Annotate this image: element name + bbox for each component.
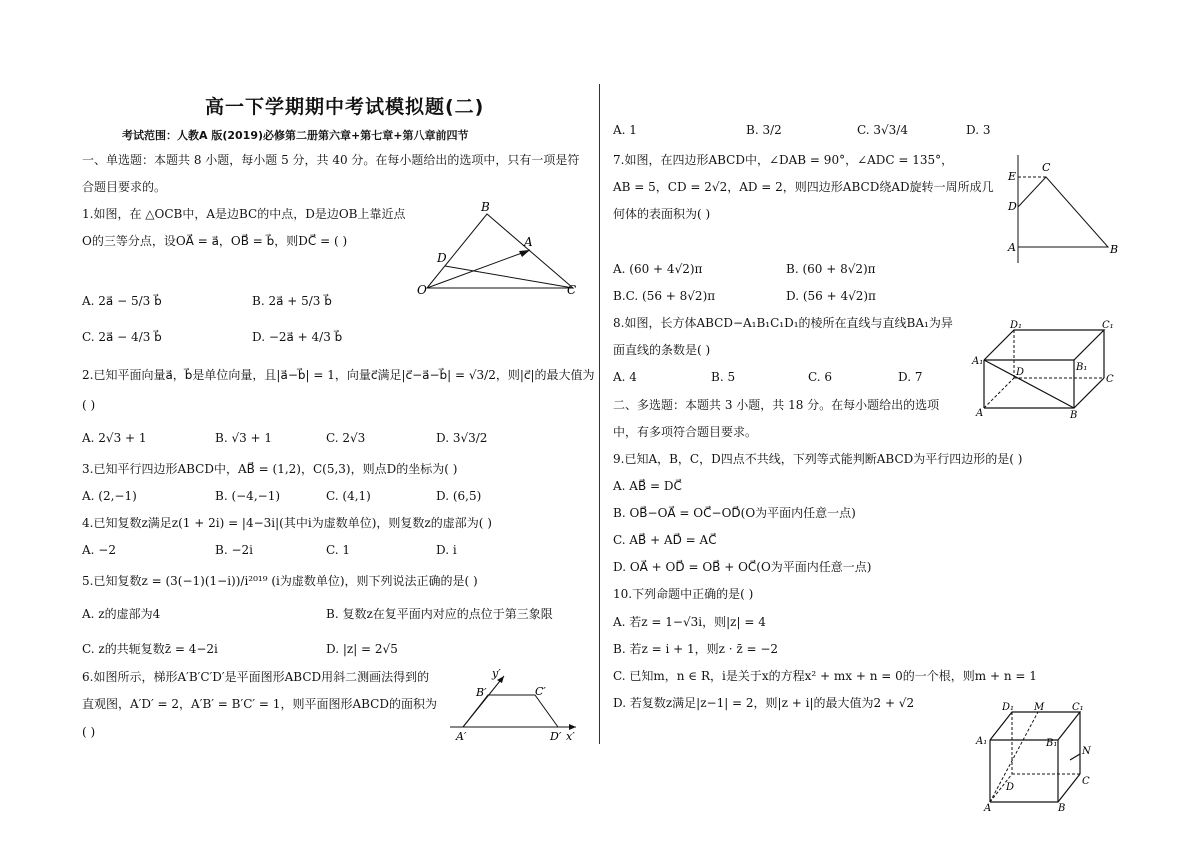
q3-option-a[interactable]: A. (2,−1) [82, 489, 137, 503]
q6-stem-line2: 直观图，A′D′ = 2，A′B′ = B′C′ = 1，则平面图形ABCD的面积为 [82, 697, 437, 711]
q6-label-C: C′ [535, 685, 546, 698]
q1-triangle [427, 214, 573, 288]
section1-heading: 一、单选题：本题共 8 小题，每小题 5 分，共 40 分。在每小题给出的选项中，只有一项是符 [82, 153, 580, 167]
q10-label-A1: A₁ [976, 736, 988, 747]
q9-stem: 9.已知A，B，C，D四点不共线，下列等式能判断ABCD为平行四边形的是( ) [613, 452, 1023, 466]
q2-option-b[interactable]: B. √3 + 1 [215, 431, 273, 445]
q8-label-A: A [976, 408, 984, 419]
q1-option-b[interactable]: B. 2a⃗ + 5/3 b⃗ [252, 294, 332, 308]
q6-trapezoid [463, 695, 558, 727]
q10-label-M: M [1034, 702, 1045, 713]
q10-label-C1: C₁ [1072, 702, 1084, 713]
q3-stem: 3.已知平行四边形ABCD中，AB⃗ = (1,2)，C(5,3)，则点D的坐标为( ) [82, 462, 458, 476]
q6-label-y: y′ [492, 667, 501, 680]
q8-hidden-AD [984, 378, 1014, 408]
q7-option-c[interactable]: B.C. (56 + 8√2)π [613, 289, 716, 303]
q9-option-d[interactable]: D. OA⃗ + OD⃗ = OB⃗ + OC⃗(O为平面内任意一点) [613, 560, 872, 574]
section2-heading: 二、多选题：本题共 3 小题，共 18 分。在每小题给出的选项 [613, 398, 940, 412]
q7-quadrilateral [1018, 177, 1108, 247]
q7-stem-line1: 7.如图，在四边形ABCD中，∠DAB = 90°，∠ADC = 135°， [613, 153, 954, 167]
q8-option-d[interactable]: D. 7 [898, 370, 923, 384]
q8-top-face [984, 330, 1104, 360]
q10-option-d[interactable]: D. 若复数z满足|z−1| = 2，则|z + i|的最大值为2 + √2 [613, 696, 915, 710]
q10-label-B1: B₁ [1046, 738, 1058, 749]
q1-label-B: B [481, 200, 490, 214]
q4-stem: 4.已知复数z满足z(1 + 2i) = |4−3i|(其中i为虚数单位)，则复数z的虚部为( ) [82, 516, 492, 530]
q10-cube-figure [972, 700, 1092, 812]
q1-option-a[interactable]: A. 2a⃗ − 5/3 b⃗ [82, 294, 162, 308]
q7-quadrilateral-figure [1000, 155, 1130, 265]
q7-option-d[interactable]: D. (56 + 4√2)π [786, 289, 876, 303]
q1-label-C: C [567, 283, 577, 297]
q2-option-c[interactable]: C. 2√3 [326, 431, 366, 445]
q9-option-c[interactable]: C. AB⃗ + AD⃗ = AC⃗ [613, 533, 717, 547]
q10-option-c[interactable]: C. 已知m，n ∈ R，i是关于x的方程x² + mx + n = 0的一个根，则m + n = 1 [613, 669, 1037, 683]
section1-heading-cont: 合题目要求的。 [82, 180, 167, 194]
q10-label-A: A [984, 803, 992, 814]
q4-option-c[interactable]: C. 1 [326, 543, 351, 557]
q6-option-d[interactable]: D. 3 [966, 123, 991, 137]
q4-option-a[interactable]: A. −2 [82, 543, 116, 557]
q6-option-b[interactable]: B. 3/2 [746, 123, 782, 137]
q6-label-A: A′ [456, 730, 467, 743]
q10-label-D1: D₁ [1002, 702, 1015, 713]
q1-stem-line1: 1.如图，在 △OCB中，A是边BC的中点，D是边OB上靠近点 [82, 207, 406, 221]
q7-label-B: B [1110, 243, 1119, 256]
q6-trapezoid-figure [448, 668, 583, 744]
q1-stem-line2: O的三等分点，设OA⃗ = a⃗，OB⃗ = b⃗，则DC⃗ = ( ) [82, 234, 348, 248]
q9-option-a[interactable]: A. AB⃗ = DC⃗ [613, 479, 682, 493]
q6-label-D: D′ [550, 730, 562, 743]
q3-option-b[interactable]: B. (−4,−1) [215, 489, 281, 503]
column-divider [599, 84, 600, 744]
q4-option-d[interactable]: D. i [436, 543, 457, 557]
q1-option-d[interactable]: D. −2a⃗ + 4/3 b⃗ [252, 330, 343, 344]
q7-label-D: D [1008, 200, 1017, 213]
q4-option-b[interactable]: B. −2i [215, 543, 253, 557]
page-title: 高一下学期期中考试模拟题(二) [205, 96, 485, 118]
q10-stem: 10.下列命题中正确的是( ) [613, 587, 754, 601]
q1-label-O: O [417, 283, 427, 297]
q7-option-b[interactable]: B. (60 + 8√2)π [786, 262, 876, 276]
q10-label-N: N [1082, 746, 1091, 757]
q7-option-a[interactable]: A. (60 + 4√2)π [613, 262, 703, 276]
q5-option-b[interactable]: B. 复数z在复平面内对应的点位于第三象限 [326, 607, 553, 621]
q8-bottom-front [984, 378, 1104, 408]
q8-label-C: C [1106, 374, 1114, 385]
q8-label-D1: D₁ [1010, 320, 1023, 331]
q5-option-d[interactable]: D. |z| = 2√5 [326, 642, 398, 656]
q10-segment-NC [1070, 754, 1080, 760]
q1-triangle-figure [415, 200, 585, 300]
q10-top-face [990, 712, 1080, 740]
q2-stem-line1: 2.已知平面向量a⃗，b⃗是单位向量，且|a⃗−b⃗| = 1，向量c⃗满足|c⃗−a⃗−b⃗| = √3/2，则|c⃗|的最大值为 [82, 368, 595, 382]
q6-option-a[interactable]: A. 1 [613, 123, 637, 137]
q6-stem-line3: ( ) [82, 725, 96, 739]
q5-option-c[interactable]: C. z的共轭复数z̄ = 4−2i [82, 642, 218, 656]
q8-option-a[interactable]: A. 4 [613, 370, 637, 384]
q8-label-C1: C₁ [1102, 320, 1114, 331]
q7-label-C: C [1042, 161, 1051, 174]
q10-bottom-front [990, 774, 1080, 802]
q3-option-c[interactable]: C. (4,1) [326, 489, 371, 503]
q1-segment-DC [445, 266, 573, 288]
q10-label-B: B [1058, 803, 1066, 814]
q10-label-C: C [1082, 776, 1090, 787]
q2-option-d[interactable]: D. 3√3/2 [436, 431, 488, 445]
q10-label-D: D [1006, 782, 1015, 793]
q3-option-d[interactable]: D. (6,5) [436, 489, 482, 503]
q10-option-b[interactable]: B. 若z = i + 1，则z · z̄ = −2 [613, 642, 779, 656]
q1-label-A: A [524, 235, 533, 249]
q6-option-c[interactable]: C. 3√3/4 [857, 123, 908, 137]
q1-option-c[interactable]: C. 2a⃗ − 4/3 b⃗ [82, 330, 162, 344]
q8-cuboid-figure [972, 320, 1122, 420]
q8-option-b[interactable]: B. 5 [711, 370, 736, 384]
q8-stem-line1: 8.如图，长方体ABCD−A₁B₁C₁D₁的棱所在直线与直线BA₁为异 [613, 316, 953, 330]
q8-label-B1: B₁ [1076, 362, 1088, 373]
q8-label-B: B [1070, 410, 1078, 421]
q2-option-a[interactable]: A. 2√3 + 1 [82, 431, 147, 445]
q7-label-A: A [1008, 241, 1016, 254]
q8-label-A1: A₁ [972, 356, 984, 367]
section2-heading-cont: 中，有多项符合题目要求。 [613, 425, 758, 439]
q7-stem-line2: AB = 5，CD = 2√2，AD = 2，则四边形ABCD绕AD旋转一周所成几 [613, 180, 994, 194]
q8-stem-line2: 面直线的条数是( ) [613, 343, 711, 357]
q8-option-c[interactable]: C. 6 [808, 370, 833, 384]
q1-arrow-head [519, 250, 530, 257]
q6-label-x: x′ [566, 730, 575, 743]
q2-stem-line2: ( ) [82, 398, 96, 412]
q5-stem: 5.已知复数z = (3(−1)(1−i))/i²⁰¹⁹ (i为虚数单位)，则下列说法正确的是( ) [82, 574, 478, 588]
q6-stem-line1: 6.如图所示，梯形A′B′C′D′是平面图形ABCD用斜二测画法得到的 [82, 670, 430, 684]
q5-option-a[interactable]: A. z的虚部为4 [82, 607, 161, 621]
exam-scope: 考试范围：人教A 版(2019)必修第二册第六章+第七章+第八章前四节 [122, 129, 469, 142]
q7-stem-line3: 何体的表面积为( ) [613, 207, 711, 221]
q6-label-B: B′ [476, 686, 487, 699]
q9-option-b[interactable]: B. OB⃗−OA⃗ = OC⃗−OD⃗(O为平面内任意一点) [613, 506, 856, 520]
q7-label-E: E [1008, 170, 1017, 183]
q1-label-D: D [437, 251, 447, 265]
q8-diagonal-BA1 [984, 360, 1074, 408]
q8-label-D: D [1016, 367, 1025, 378]
q10-option-a[interactable]: A. 若z = 1−√3i，则|z| = 4 [613, 615, 766, 629]
